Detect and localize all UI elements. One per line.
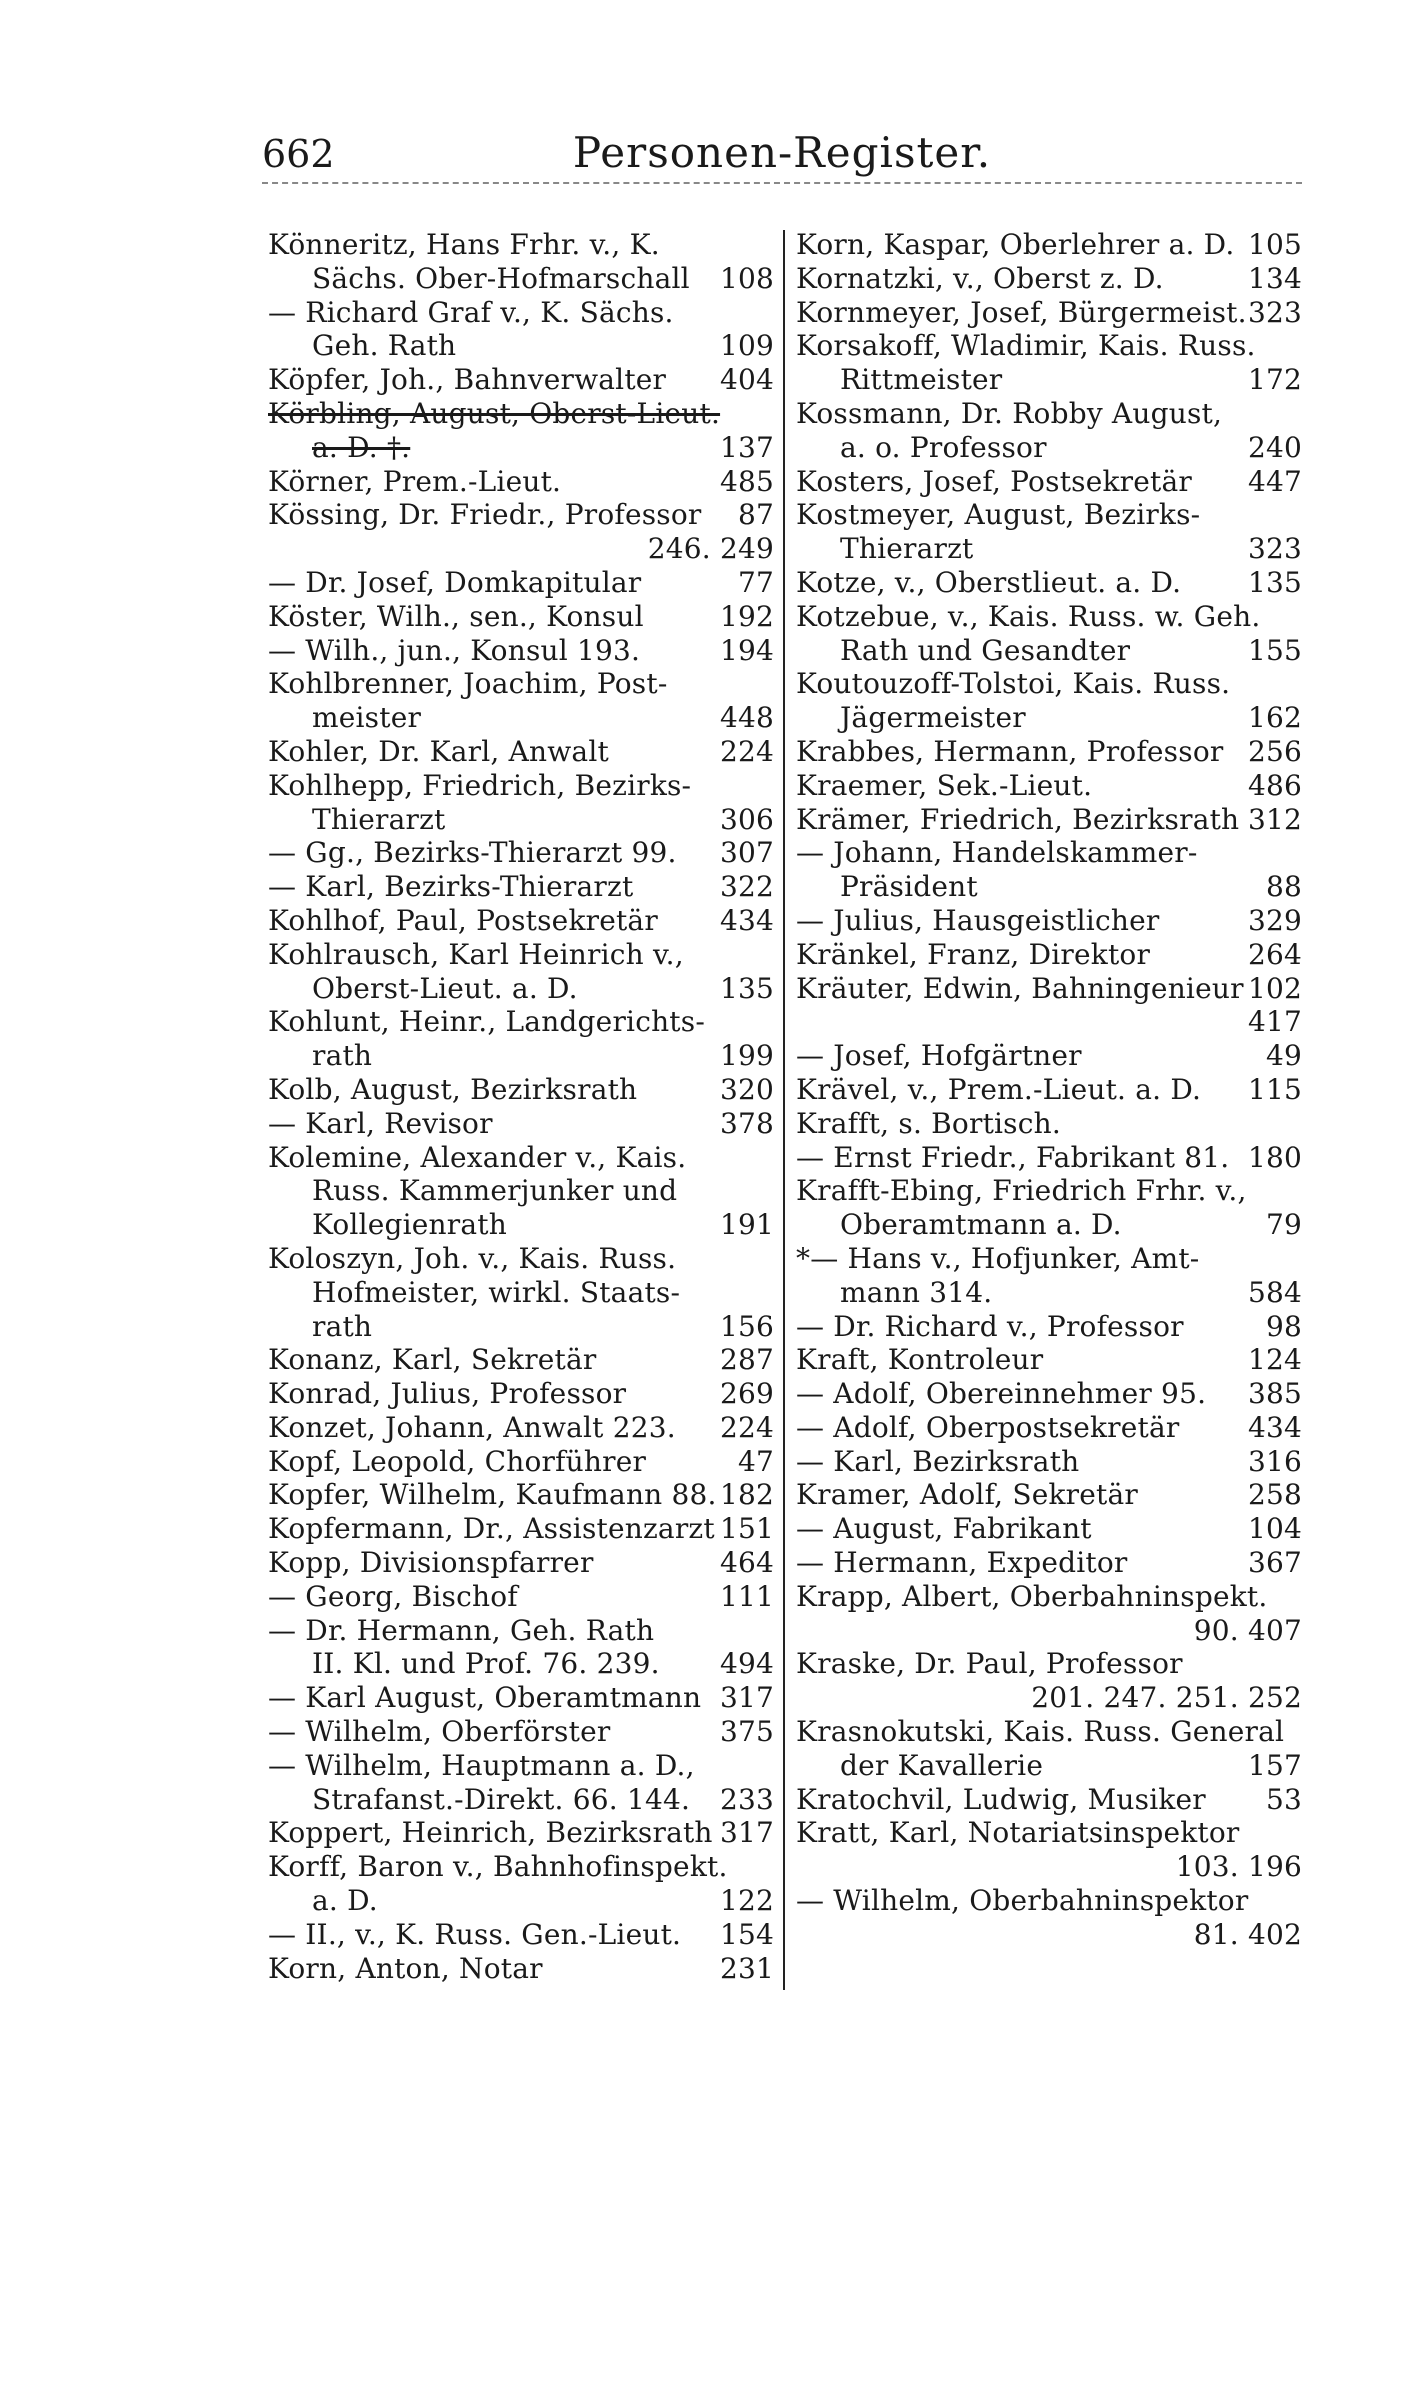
register-entry: [796, 498, 1302, 532]
entry-page-ref: 79: [1265, 1208, 1302, 1242]
register-entry: [796, 1073, 1302, 1107]
entry-page-ref: 108: [719, 261, 774, 295]
entry-text: Krasnokutski, Kais. Russ. General: [796, 1715, 1285, 1749]
entry-page-ref: 155: [1247, 633, 1302, 667]
register-entry: [268, 1647, 774, 1681]
entry-text: Korn, Kaspar, Oberlehrer a. D.: [796, 228, 1235, 261]
register-entry: [796, 1039, 1302, 1073]
register-entry: [796, 836, 1302, 870]
entry-text: Strafanst.-Direkt. 66. 144.: [312, 1782, 691, 1816]
entry-text: rath: [312, 1039, 373, 1073]
entry-text: — Josef, Hofgärtner: [796, 1039, 1082, 1073]
entry-text: Koutouzoff-Tolstoi, Kais. Russ.: [796, 667, 1231, 701]
register-entry: [796, 735, 1302, 769]
entry-text: Köpfer, Joh., Bahnverwalter: [268, 363, 667, 397]
entry-text: — Georg, Bischof: [268, 1579, 518, 1613]
register-entry: [268, 1276, 774, 1310]
entry-page-ref: 201. 247. 251. 252: [1031, 1681, 1302, 1715]
entry-page-ref: 47: [737, 1444, 774, 1478]
register-entry: [268, 363, 774, 397]
register-entry: [268, 1141, 774, 1175]
entry-text: Kopfer, Wilhelm, Kaufmann 88.: [268, 1478, 717, 1512]
register-entry: [268, 532, 774, 566]
register-entry: [268, 1107, 774, 1141]
entry-page-ref: 317: [719, 1681, 774, 1715]
header-rule: [262, 182, 1302, 184]
entry-text: Kohlunt, Heinr., Landgerichts-: [268, 1005, 705, 1039]
register-entry: [796, 1816, 1302, 1850]
register-entry: [268, 329, 774, 363]
entry-text: — August, Fabrikant: [796, 1512, 1092, 1546]
entry-text: Kopp, Divisionspfarrer: [268, 1546, 594, 1580]
entry-page-ref: 385: [1247, 1377, 1302, 1411]
entry-text: Kössing, Dr. Friedr., Professor: [268, 498, 702, 532]
register-entry: [796, 1749, 1302, 1783]
register-entry: [268, 465, 774, 499]
entry-page-ref: 323: [1247, 532, 1302, 566]
entry-page-ref: 447: [1247, 464, 1302, 498]
entry-page-ref: 102: [1247, 971, 1302, 1005]
page-number: 662: [262, 132, 335, 176]
entry-page-ref: 105: [1247, 228, 1302, 261]
entry-text: Kraske, Dr. Paul, Professor: [796, 1647, 1183, 1681]
entry-text: Koloszyn, Joh. v., Kais. Russ.: [268, 1241, 677, 1275]
register-entry: [796, 1478, 1302, 1512]
register-entry: [796, 1005, 1302, 1039]
entry-text: Jägermeister: [840, 701, 1026, 735]
register-entry: [796, 1850, 1302, 1884]
register-entry: [796, 566, 1302, 600]
entry-text: — Gg., Bezirks-Thierarzt 99.: [268, 836, 677, 870]
entry-page-ref: 264: [1247, 937, 1302, 971]
register-entry: [268, 1580, 774, 1614]
entry-text: — Wilhelm, Oberbahninspektor: [796, 1884, 1249, 1918]
entry-page-ref: 162: [1247, 701, 1302, 735]
entry-page-ref: 269: [719, 1377, 774, 1411]
entry-text: rath: [312, 1309, 373, 1343]
register-entry: [268, 1073, 774, 1107]
register-entry: [268, 701, 774, 735]
register-entry: [268, 1343, 774, 1377]
entry-text: *— Hans v., Hofjunker, Amt-: [796, 1241, 1200, 1275]
register-entry: [796, 1208, 1302, 1242]
register-entry: [796, 431, 1302, 465]
register-entry: [796, 1174, 1302, 1208]
entry-page-ref: 329: [1247, 903, 1302, 937]
entry-page-ref: 135: [719, 971, 774, 1005]
entry-text: — Dr. Richard v., Professor: [796, 1309, 1184, 1343]
register-entry: [268, 1242, 774, 1276]
register-entry: [796, 1141, 1302, 1175]
register-entry: [268, 938, 774, 972]
entry-text: Präsident: [840, 870, 978, 904]
entry-page-ref: 77: [737, 565, 774, 599]
register-entry: [796, 262, 1302, 296]
entry-page-ref: 115: [1247, 1072, 1302, 1106]
register-entry: [268, 1884, 774, 1918]
register-entry: [268, 1783, 774, 1817]
entry-page-ref: 256: [1247, 734, 1302, 768]
entry-page-ref: 111: [719, 1579, 774, 1613]
entry-page-ref: 98: [1265, 1309, 1302, 1343]
entry-text: II. Kl. und Prof. 76. 239.: [312, 1647, 660, 1681]
entry-text: — Dr. Hermann, Geh. Rath: [268, 1613, 655, 1647]
register-entry: [268, 1005, 774, 1039]
entry-page-ref: 191: [719, 1208, 774, 1242]
register-entry: [796, 1546, 1302, 1580]
entry-page-ref: 122: [719, 1884, 774, 1918]
register-entry: [268, 1715, 774, 1749]
entry-page-ref: 53: [1265, 1782, 1302, 1816]
register-entry: [268, 1208, 774, 1242]
entry-page-ref: 231: [719, 1951, 774, 1985]
entry-text: Köster, Wilh., sen., Konsul: [268, 599, 644, 633]
page-header: [262, 128, 1302, 188]
entry-page-ref: 485: [719, 464, 774, 498]
register-entry: [796, 1715, 1302, 1749]
entry-text: Kolb, August, Bezirksrath: [268, 1072, 638, 1106]
entry-text: Kopfermann, Dr., Assistenzarzt: [268, 1512, 715, 1546]
entry-page-ref: 240: [1247, 430, 1302, 464]
entry-text: — Karl, Bezirks-Thierarzt: [268, 870, 634, 904]
register-entry: [268, 431, 774, 465]
register-entry: [796, 228, 1302, 262]
register-entry: [268, 262, 774, 296]
entry-text: — Hermann, Expeditor: [796, 1546, 1128, 1580]
entry-page-ref: 486: [1247, 768, 1302, 802]
entry-text: — Johann, Handelskammer-: [796, 836, 1198, 870]
register-entry: [796, 667, 1302, 701]
register-entry: [268, 566, 774, 600]
entry-text: Könneritz, Hans Frhr. v., K.: [268, 228, 660, 261]
entry-text: Kohlhepp, Friedrich, Bezirks-: [268, 768, 692, 802]
entry-text: Kraemer, Sek.-Lieut.: [796, 768, 1093, 802]
entry-page-ref: 81. 402: [1193, 1917, 1302, 1951]
register-entry: [796, 904, 1302, 938]
entry-page-ref: 103. 196: [1175, 1850, 1302, 1884]
entry-page-ref: 434: [719, 903, 774, 937]
register-entry: [796, 397, 1302, 431]
entry-text: Kratochvil, Ludwig, Musiker: [796, 1782, 1206, 1816]
entry-page-ref: 323: [1247, 295, 1302, 329]
entry-page-ref: 157: [1247, 1748, 1302, 1782]
entry-page-ref: 224: [719, 734, 774, 768]
register-entry: [268, 870, 774, 904]
entry-text: Oberst-Lieut. a. D.: [312, 971, 578, 1005]
entry-text: Kohlhof, Paul, Postsekretär: [268, 903, 658, 937]
entry-text: Krabbes, Hermann, Professor: [796, 734, 1224, 768]
entry-page-ref: 246. 249: [647, 532, 774, 566]
entry-page-ref: 378: [719, 1106, 774, 1140]
entry-text: meister: [312, 701, 422, 735]
entry-page-ref: 375: [719, 1715, 774, 1749]
register-entry: [268, 296, 774, 330]
register-entry: [796, 972, 1302, 1006]
entry-text: Kornmeyer, Josef, Bürgermeist.: [796, 295, 1247, 329]
entry-text: — Wilhelm, Oberförster: [268, 1715, 611, 1749]
entry-text: a. o. Professor: [840, 430, 1047, 464]
entry-text: Kossmann, Dr. Robby August,: [796, 396, 1223, 430]
register-entry: [796, 1343, 1302, 1377]
entry-text: a. D.: [312, 1884, 378, 1918]
register-entry: [268, 803, 774, 837]
register-entry: [796, 701, 1302, 735]
entry-page-ref: 182: [719, 1478, 774, 1512]
entry-page-ref: 233: [719, 1782, 774, 1816]
entry-page-ref: 448: [719, 701, 774, 735]
register-entry: [268, 735, 774, 769]
register-entry: [796, 870, 1302, 904]
entry-text: Krafft-Ebing, Friedrich Frhr. v.,: [796, 1174, 1247, 1208]
entry-text: Kränkel, Franz, Direktor: [796, 937, 1151, 971]
register-entry: [796, 938, 1302, 972]
column-divider: [783, 230, 785, 1990]
register-entry: [796, 1445, 1302, 1479]
entry-text: Geh. Rath: [312, 329, 457, 363]
entry-text: Kohler, Dr. Karl, Anwalt: [268, 734, 609, 768]
entry-text: Kohlrausch, Karl Heinrich v.,: [268, 937, 684, 971]
register-entry: [268, 1310, 774, 1344]
entry-text: Körbling, August, Oberst-Lieut.: [268, 396, 721, 430]
register-entry: [796, 1411, 1302, 1445]
register-entry: [796, 1107, 1302, 1141]
entry-text: Korn, Anton, Notar: [268, 1951, 543, 1985]
entry-page-ref: 156: [719, 1309, 774, 1343]
entry-page-ref: 109: [719, 329, 774, 363]
entry-text: Kratt, Karl, Notariatsinspektor: [796, 1816, 1240, 1850]
entry-text: a. D. †.: [312, 430, 411, 464]
entry-text: Konrad, Julius, Professor: [268, 1377, 627, 1411]
entry-page-ref: 464: [719, 1546, 774, 1580]
register-entry: [796, 600, 1302, 634]
entry-page-ref: 124: [1247, 1343, 1302, 1377]
entry-text: Kosters, Josef, Postsekretär: [796, 464, 1192, 498]
register-entry: [268, 1614, 774, 1648]
register-entry: [268, 1546, 774, 1580]
entry-text: Krämer, Friedrich, Bezirksrath: [796, 802, 1240, 836]
entry-page-ref: 90. 407: [1193, 1613, 1302, 1647]
entry-page-ref: 494: [719, 1647, 774, 1681]
register-entry: [796, 634, 1302, 668]
register-entry: [268, 769, 774, 803]
entry-page-ref: 322: [719, 870, 774, 904]
entry-text: Kolemine, Alexander v., Kais.: [268, 1140, 687, 1174]
register-entry: [268, 1952, 774, 1986]
register-entry: [268, 1918, 774, 1952]
entry-text: Kraft, Kontroleur: [796, 1343, 1044, 1377]
entry-text: Krävel, v., Prem.-Lieut. a. D.: [796, 1072, 1202, 1106]
entry-text: Rittmeister: [840, 363, 1003, 397]
register-entry: [796, 1884, 1302, 1918]
entry-page-ref: 87: [737, 498, 774, 532]
entry-text: Kotze, v., Oberstlieut. a. D.: [796, 565, 1182, 599]
entry-text: — Karl, Revisor: [268, 1106, 493, 1140]
entry-page-ref: 417: [1247, 1005, 1302, 1039]
entry-page-ref: 151: [719, 1512, 774, 1546]
register-entry: [796, 1647, 1302, 1681]
entry-text: Korsakoff, Wladimir, Kais. Russ.: [796, 329, 1256, 363]
entry-text: Kotzebue, v., Kais. Russ. w. Geh.: [796, 599, 1261, 633]
register-entry: [796, 1918, 1302, 1952]
entry-text: Russ. Kammerjunker und: [312, 1174, 678, 1208]
entry-text: Konzet, Johann, Anwalt 223.: [268, 1410, 676, 1444]
register-entry: [796, 1681, 1302, 1715]
register-entry: [796, 803, 1302, 837]
entry-text: — II., v., K. Russ. Gen.-Lieut.: [268, 1917, 682, 1951]
entry-page-ref: 312: [1247, 802, 1302, 836]
entry-text: — Adolf, Obereinnehmer 95.: [796, 1377, 1207, 1411]
entry-page-ref: 404: [719, 363, 774, 397]
register-entry: [268, 904, 774, 938]
entry-text: Krapp, Albert, Oberbahninspekt.: [796, 1579, 1268, 1613]
register-entry: [268, 228, 774, 262]
entry-page-ref: 172: [1247, 363, 1302, 397]
entry-page-ref: 320: [719, 1072, 774, 1106]
register-entry: [796, 1310, 1302, 1344]
entry-page-ref: 134: [1247, 261, 1302, 295]
register-entry: [268, 972, 774, 1006]
register-entry: [268, 1411, 774, 1445]
register-entry: [268, 1039, 774, 1073]
entry-page-ref: 306: [719, 802, 774, 836]
register-entry: [268, 1445, 774, 1479]
entry-text: Rath und Gesandter: [840, 633, 1131, 667]
running-title: Personen-Register.: [572, 128, 992, 177]
entry-page-ref: 367: [1247, 1546, 1302, 1580]
register-entry: [268, 1512, 774, 1546]
register-entry: [268, 667, 774, 701]
register-entry: [268, 1377, 774, 1411]
register-entry: [268, 1681, 774, 1715]
entry-text: Kornatzki, v., Oberst z. D.: [796, 261, 1164, 295]
register-entry: [796, 363, 1302, 397]
entry-page-ref: 224: [719, 1410, 774, 1444]
entry-text: Krafft, s. Bortisch.: [796, 1106, 1061, 1140]
entry-text: Konanz, Karl, Sekretär: [268, 1343, 597, 1377]
register-entry: [268, 397, 774, 431]
register-entry: [796, 1783, 1302, 1817]
entry-page-ref: 307: [719, 836, 774, 870]
register-entry: [268, 1478, 774, 1512]
entry-page-ref: 287: [719, 1343, 774, 1377]
entry-page-ref: 104: [1247, 1512, 1302, 1546]
register-entry: [268, 1749, 774, 1783]
register-entry: [796, 532, 1302, 566]
entry-text: Oberamtmann a. D.: [840, 1208, 1122, 1242]
entry-page-ref: 137: [719, 430, 774, 464]
entry-text: — Karl, Bezirksrath: [796, 1444, 1080, 1478]
entry-text: — Richard Graf v., K. Sächs.: [268, 295, 674, 329]
entry-text: Kramer, Adolf, Sekretär: [796, 1478, 1138, 1512]
left-column: [268, 228, 774, 2228]
entry-text: Kostmeyer, August, Bezirks-: [796, 498, 1201, 532]
register-entry: [796, 296, 1302, 330]
entry-page-ref: 317: [719, 1816, 774, 1850]
entry-text: Thierarzt: [840, 532, 974, 566]
register-entry: [796, 1242, 1302, 1276]
entry-text: Kräuter, Edwin, Bahningenieur: [796, 971, 1244, 1005]
entry-text: — Wilhelm, Hauptmann a. D.,: [268, 1748, 695, 1782]
entry-page-ref: 180: [1247, 1140, 1302, 1174]
entry-text: mann 314.: [840, 1275, 993, 1309]
register-entry: [268, 1850, 774, 1884]
entry-text: Thierarzt: [312, 802, 446, 836]
entry-text: — Julius, Hausgeistlicher: [796, 903, 1160, 937]
entry-text: Korff, Baron v., Bahnhofinspekt.: [268, 1850, 728, 1884]
entry-page-ref: 199: [719, 1039, 774, 1073]
entry-page-ref: 49: [1265, 1039, 1302, 1073]
register-entry: [268, 1816, 774, 1850]
register-entry: [796, 465, 1302, 499]
register-entry: [268, 600, 774, 634]
entry-text: Hofmeister, wirkl. Staats-: [312, 1275, 681, 1309]
register-entry: [796, 769, 1302, 803]
entry-text: — Karl August, Oberamtmann: [268, 1681, 702, 1715]
entry-page-ref: 194: [719, 633, 774, 667]
entry-text: — Adolf, Oberpostsekretär: [796, 1410, 1180, 1444]
register-entry: [268, 836, 774, 870]
entry-page-ref: 135: [1247, 565, 1302, 599]
register-entry: [796, 1512, 1302, 1546]
entry-page-ref: 434: [1247, 1410, 1302, 1444]
entry-text: der Kavallerie: [840, 1748, 1044, 1782]
entry-page-ref: 316: [1247, 1444, 1302, 1478]
entry-page-ref: 192: [719, 599, 774, 633]
right-column: [796, 228, 1302, 2228]
entry-page-ref: 88: [1265, 870, 1302, 904]
entry-text: Kopf, Leopold, Chorführer: [268, 1444, 647, 1478]
register-entry: [796, 1276, 1302, 1310]
entry-text: Sächs. Ober-Hofmarschall: [312, 261, 690, 295]
entry-page-ref: 154: [719, 1917, 774, 1951]
register-entry: [796, 1614, 1302, 1648]
entry-text: Kollegienrath: [312, 1208, 507, 1242]
register-entry: [268, 498, 774, 532]
entry-page-ref: 584: [1247, 1275, 1302, 1309]
register-entry: [268, 634, 774, 668]
register-entry: [796, 1377, 1302, 1411]
entry-text: Kohlbrenner, Joachim, Post-: [268, 667, 668, 701]
entry-text: Körner, Prem.-Lieut.: [268, 464, 562, 498]
register-entry: [796, 1580, 1302, 1614]
entry-text: — Ernst Friedr., Fabrikant 81.: [796, 1140, 1230, 1174]
register-entry: [268, 1174, 774, 1208]
entry-page-ref: 258: [1247, 1478, 1302, 1512]
entry-text: — Wilh., jun., Konsul 193.: [268, 633, 641, 667]
register-entry: [796, 329, 1302, 363]
entry-text: Koppert, Heinrich, Bezirksrath: [268, 1816, 713, 1850]
entry-text: — Dr. Josef, Domkapitular: [268, 565, 642, 599]
